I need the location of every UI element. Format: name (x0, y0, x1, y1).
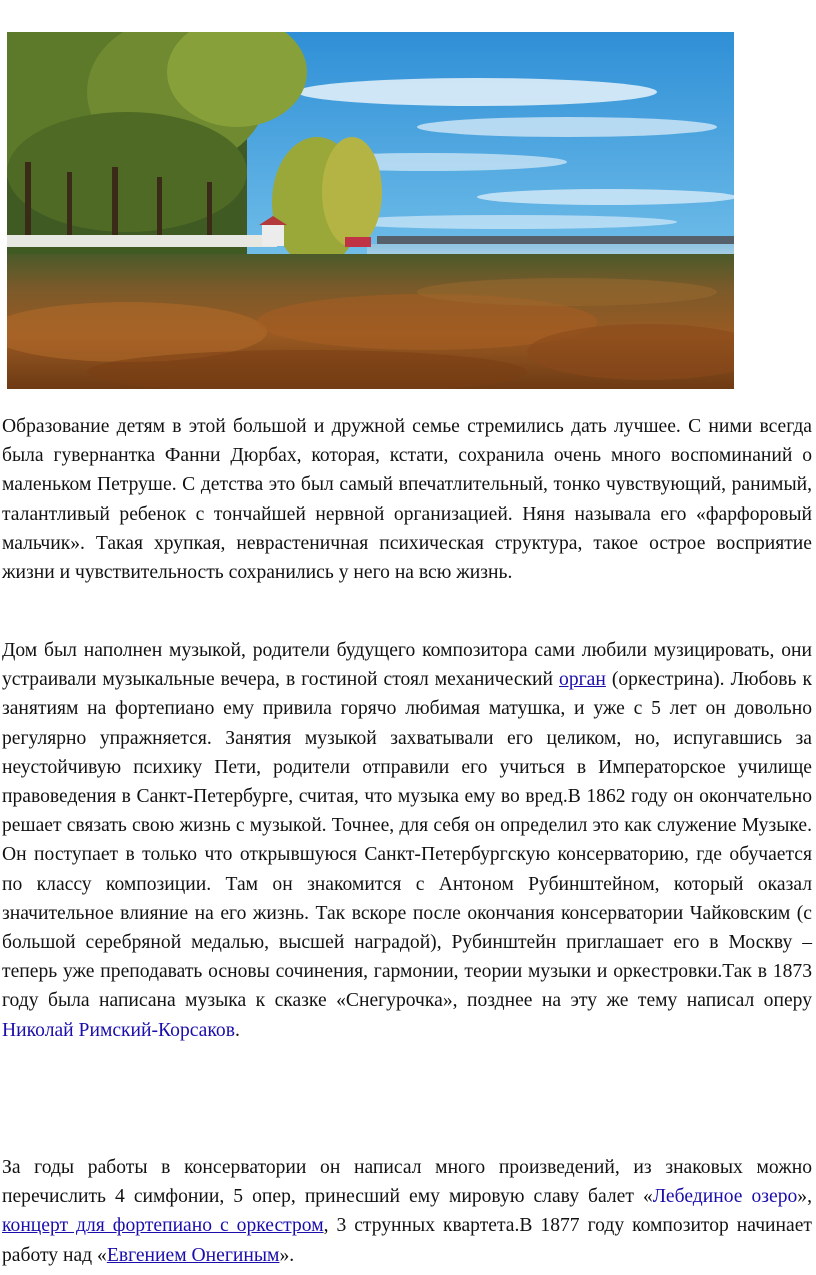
link-eugene-onegin[interactable]: Евгением Онегиным (106, 1244, 280, 1266)
paragraph-music-home (2, 636, 812, 1045)
paragraph-text: (оркестрина). Любовь к занятиям на фортепиано ему привила горячо любимая матушка, и уже с 5 лет он довольно регулярно упражняется. Занятия музыкой захватывали его целиком, но, испугавшись за неустойчивую психику Пети, родители отправили его учиться в Императорское училище правоведения в Санкт-Петербурге, считая, что музыка ему во вред.В 1862 году он окончательно решает связать свою жизнь с музыкой. Точнее, для себя он определил это как служение Музыке. Он поступает в только что открывшуюся Санкт-Петербургскую консерваторию, где обучается по классу композиции. Там он знакомится с Антоном Рубинштейном, который оказал значительное влияние на его жизнь. Так вскоре после окончания консерватории Чайковским (с большой серебряной медалью, высшей наградой), Рубинштейн приглашает его в Москву – теперь уже преподавать основы сочинения, гармонии, теории музыки и оркестровки.Так в 1873 году была написана музыка к сказке «Снегурочка», позднее на эту же тему написал оперу (2, 669, 812, 1012)
paragraph-works (2, 1153, 812, 1270)
link-rimsky-korsakov[interactable]: Николай Римский-Корсаков (2, 1019, 235, 1041)
paragraph-text: Дом был наполнен музыкой, родители будущего композитора сами любили музицировать, они устраивали музыкальные вечера, в гостиной стоял механический (2, 640, 812, 691)
link-organ[interactable]: орган (559, 669, 606, 691)
paragraph-text: », (797, 1186, 812, 1208)
link-swan-lake[interactable]: Лебединое озеро (652, 1186, 798, 1208)
paragraph-text: . (234, 1019, 240, 1041)
autumn-park-photo (7, 32, 734, 389)
paragraph-education: Образование детям в этой большой и дружной семье стремились дать лучшее. С ними всегда была гувернантка Фанни Дюрбах, которая, кстати, сохранила очень много воспоминаний о маленьком Петруше. С детства это был самый впечатлительный, тонко чувствующий, ранимый, талантливый ребенок с тончайшей нервной организацией. Няня называла его «фарфоровый мальчик». Такая хрупкая, неврастеничная психическая структура, такое острое восприятие жизни и чувствительность сохранились у него на всю жизнь. (2, 416, 812, 584)
paragraph-text: ». (279, 1244, 295, 1266)
paragraph-text: За годы работы в консерватории он написал много произведений, из знаковых можно перечислить 4 симфонии, 5 опер, принесший ему мировую славу балет « (2, 1157, 812, 1208)
autumn-park-image (7, 32, 734, 389)
paragraph-text: , 3 струнных квартета.В 1877 году композитор начинает работу над « (2, 1215, 812, 1266)
link-piano-concerto[interactable]: концерт для фортепиано с оркестром (2, 1215, 324, 1237)
